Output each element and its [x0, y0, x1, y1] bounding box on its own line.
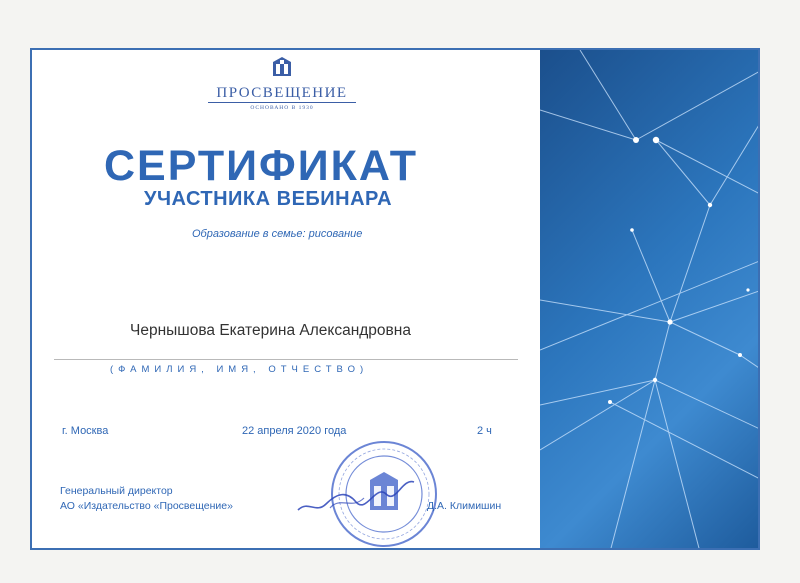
certificate-sheet: [30, 48, 760, 550]
publisher-logo: [202, 56, 362, 111]
director-position-line2: АО «Издательство «Просвещение»: [60, 500, 233, 512]
publisher-brand-name: ПРОСВЕЩЕНИЕ: [216, 85, 348, 101]
participant-full-name: Чернышова Екатерина Александровна: [130, 322, 411, 339]
course-name: Образование в семье: рисование: [192, 228, 363, 240]
issue-date: 22 апреля 2020 года: [242, 425, 347, 437]
logo-divider: [208, 102, 356, 103]
director-position-line1: Генеральный директор: [60, 485, 173, 497]
prosveshchenie-logo-icon: [271, 56, 293, 83]
certificate-subtitle: УЧАСТНИКА ВЕБИНАРА: [144, 188, 393, 210]
issue-city: г. Москва: [62, 425, 109, 437]
certificate-title: СЕРТИФИКАТ: [104, 142, 419, 190]
name-caption: (ФАМИЛИЯ, ИМЯ, ОТЧЕСТВО): [110, 364, 369, 375]
handwritten-signature: [290, 470, 420, 525]
director-position: [60, 484, 233, 514]
signer-name: Д.А. Климишин: [427, 500, 502, 512]
publisher-founded-text: ОСНОВАНО В 1930: [250, 105, 314, 111]
webinar-hours: 2 ч: [477, 425, 492, 437]
name-underline: [54, 359, 518, 360]
decorative-network-panel: [540, 50, 760, 550]
